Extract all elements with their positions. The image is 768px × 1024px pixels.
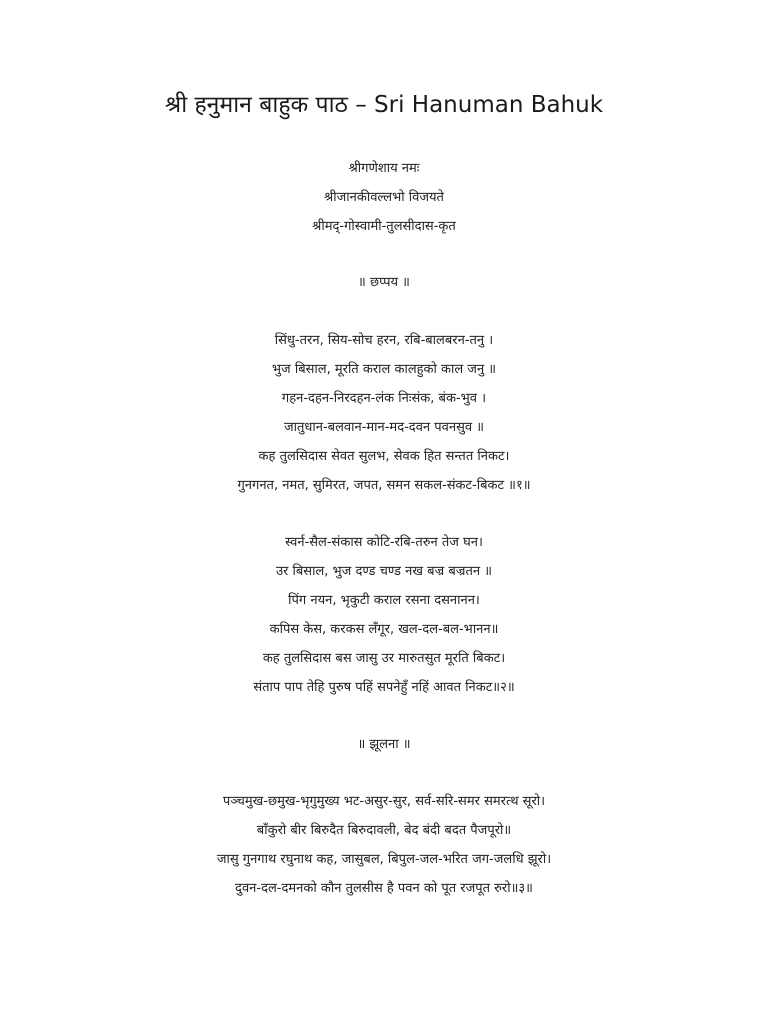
verse-line: कपिस केस, करकस लँगूर, खल-दल-बल-भानन॥ [269, 622, 499, 637]
verse-line: भुज बिसाल, मूरति कराल कालहुको काल जनु ॥ [271, 362, 497, 377]
invocation-line: श्रीमद्-गोस्वामी-तुलसीदास-कृत [312, 219, 456, 234]
jhulana-heading-block [0, 730, 768, 759]
verse-line: पञ्चमुख-छमुख-भृगुमुख्य भट-असुर-सुर, सर्व-सरि-समर समरत्थ सूरो। [222, 794, 546, 809]
invocation-line: श्रीजानकीवल्लभो विजयते [324, 190, 444, 205]
verse-line: उर बिसाल, भुज दण्ड चण्ड नख बज्र बज्रतन ॥ [275, 564, 493, 579]
page-title: श्री हनुमान बाहुक पाठ – Sri Hanuman Bahuk [164, 92, 604, 118]
verse-line: स्वर्न-सैल-संकास कोटि-रबि-तरुन तेज घन। [285, 535, 483, 550]
section-heading-chhappay: ॥ छप्पय ॥ [358, 275, 410, 290]
invocation-block [0, 154, 768, 241]
invocation-line: श्रीगणेशाय नमः [348, 161, 420, 176]
verse-line: दुवन-दल-दमनको कौन तुलसीस है पवन को पूत रजपूत रुरो॥३॥ [235, 881, 533, 896]
verse-line: जासु गुनगाथ रघुनाथ कह, जासुबल, बिपुल-जल-भरित जग-जलधि झूरो। [216, 852, 552, 867]
verse-line: गहन-दहन-निरदहन-लंक निःसंक, बंक-भुव । [281, 391, 487, 406]
verse-line: कह तुलसिदास बस जासु उर मारुतसुत मूरति बिकट। [262, 651, 506, 666]
verse-2 [0, 528, 768, 702]
verse-line: सिंधु-तरन, सिय-सोच हरन, रबि-बालबरन-तनु । [274, 333, 494, 348]
verse-line: कह तुलसिदास सेवत सुलभ, सेवक हित सन्तत निकट। [258, 449, 510, 464]
chhappay-heading-block [0, 268, 768, 297]
verse-line: पिंग नयन, भृकुटी कराल रसना दसनानन। [288, 593, 480, 608]
verse-3 [0, 787, 768, 903]
verse-line: बाँकुरो बीर बिरुदैत बिरुदावली, बेद बंदी बदत पैजपूरो॥ [256, 823, 512, 838]
verse-line: जातुधान-बलवान-मान-मद-दवन पवनसुव ॥ [283, 420, 485, 435]
verse-line: गुनगनत, नमत, सुमिरत, जपत, समन सकल-संकट-बिकट ॥१॥ [237, 478, 531, 493]
verse-line: संताप पाप तेहि पुरुष पहिं सपनेहुँ नहिं आवत निकट॥२॥ [253, 680, 515, 695]
section-heading-jhulana: ॥ झूलना ॥ [357, 737, 411, 752]
verse-1 [0, 326, 768, 500]
